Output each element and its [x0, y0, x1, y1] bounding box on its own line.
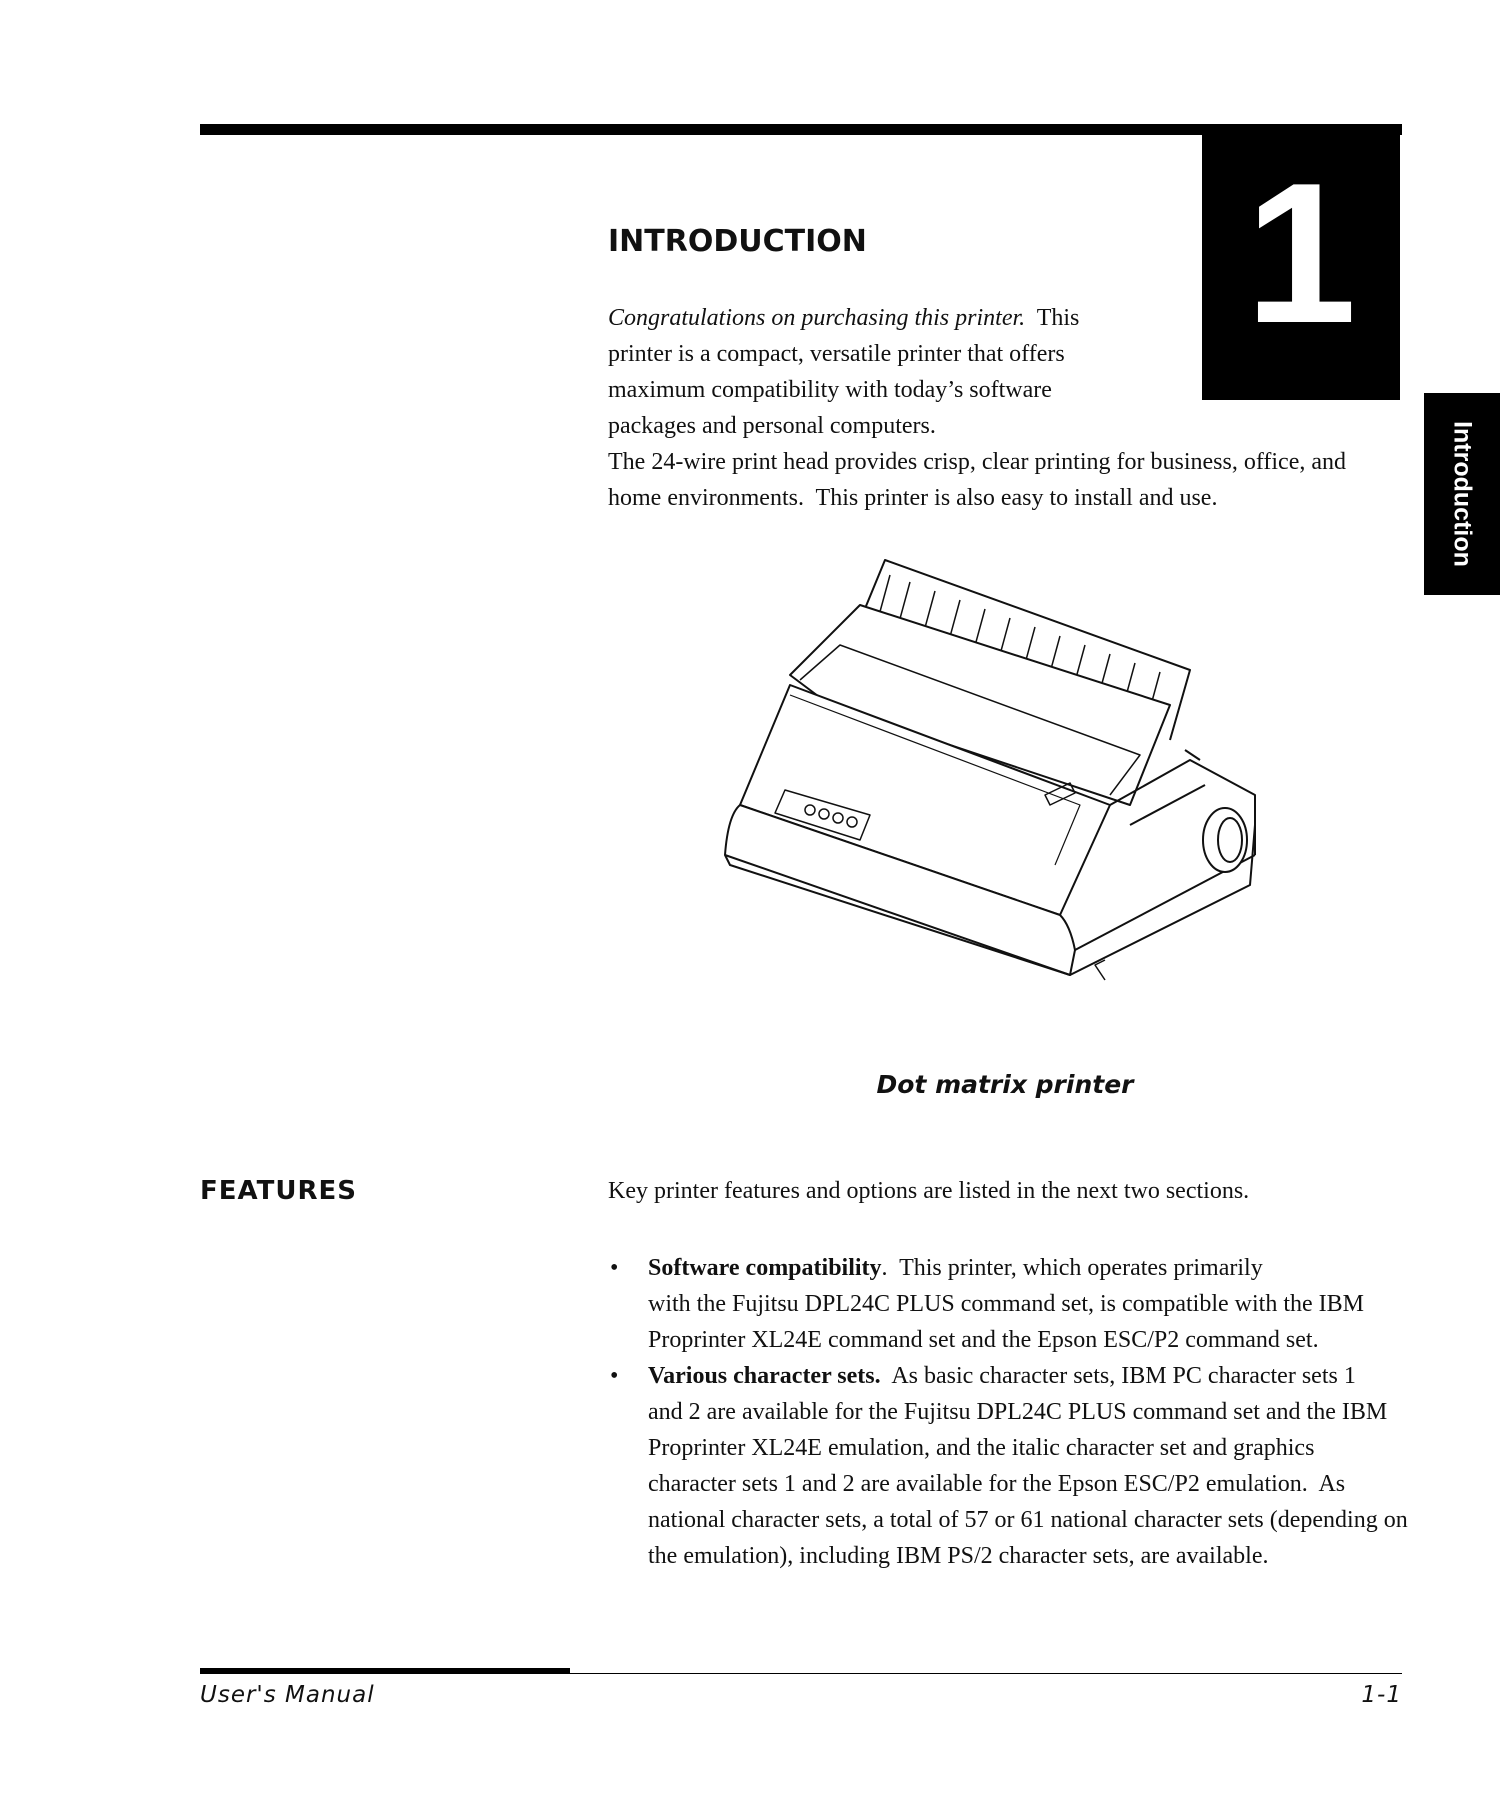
section-title-features: FEATURES	[200, 1176, 357, 1206]
feature-list	[608, 1250, 1414, 1574]
feature-line1: As basic character sets, IBM PC character sets 1	[880, 1363, 1356, 1389]
feature-description: with the Fujitsu DPL24C PLUS command set, is compatible with the IBM Proprinter XL24E command set and the Epson ESC/P2 command set.	[648, 1291, 1364, 1353]
intro-line: home environments. This printer is also easy to install and use.	[608, 485, 1218, 511]
intro-paragraph	[608, 300, 1408, 516]
page-number: 1-1	[1361, 1682, 1402, 1708]
section-title-introduction: INTRODUCTION	[608, 224, 867, 259]
side-tab-label: Introduction	[1448, 421, 1477, 567]
figure-caption: Dot matrix printer	[876, 1070, 1134, 1099]
side-tab	[1424, 393, 1500, 595]
features-intro: Key printer features and options are listed in the next two sections.	[608, 1178, 1250, 1204]
intro-line1-rest: This	[1025, 305, 1080, 331]
list-item	[608, 1358, 1414, 1574]
intro-line: The 24-wire print head provides crisp, clear printing for business, office, and	[608, 449, 1346, 475]
intro-line: printer is a compact, versatile printer that offers	[608, 341, 1065, 367]
chapter-number: 1	[1245, 142, 1357, 365]
footer-manual-title: User's Manual	[200, 1682, 375, 1708]
feature-term: Various character sets.	[648, 1363, 881, 1389]
intro-line: maximum compatibility with today’s software	[608, 377, 1052, 403]
feature-description: and 2 are available for the Fujitsu DPL24C PLUS command set and the IBM Proprinter XL24E emulation, and the italic character set and graphics character sets 1 and 2 are available for the Epson ESC/P2 emulation. As national character sets, a total of 57 or 61 national character sets (depending on the emulation), including IBM PS/2 character sets, are available.	[648, 1399, 1414, 1569]
bullet: •	[610, 1363, 619, 1389]
footer-rule-thin	[570, 1673, 1402, 1674]
intro-line	[608, 300, 1408, 336]
intro-line: packages and personal computers.	[608, 413, 936, 439]
intro-lead: Congratulations on purchasing this printer.	[608, 305, 1026, 331]
bullet: •	[610, 1255, 619, 1281]
printer-illustration	[710, 555, 1300, 995]
list-item	[608, 1250, 1408, 1358]
footer-rule	[200, 1668, 570, 1674]
feature-line1: . This printer, which operates primarily	[881, 1255, 1263, 1281]
feature-term: Software compatibility	[648, 1255, 882, 1281]
